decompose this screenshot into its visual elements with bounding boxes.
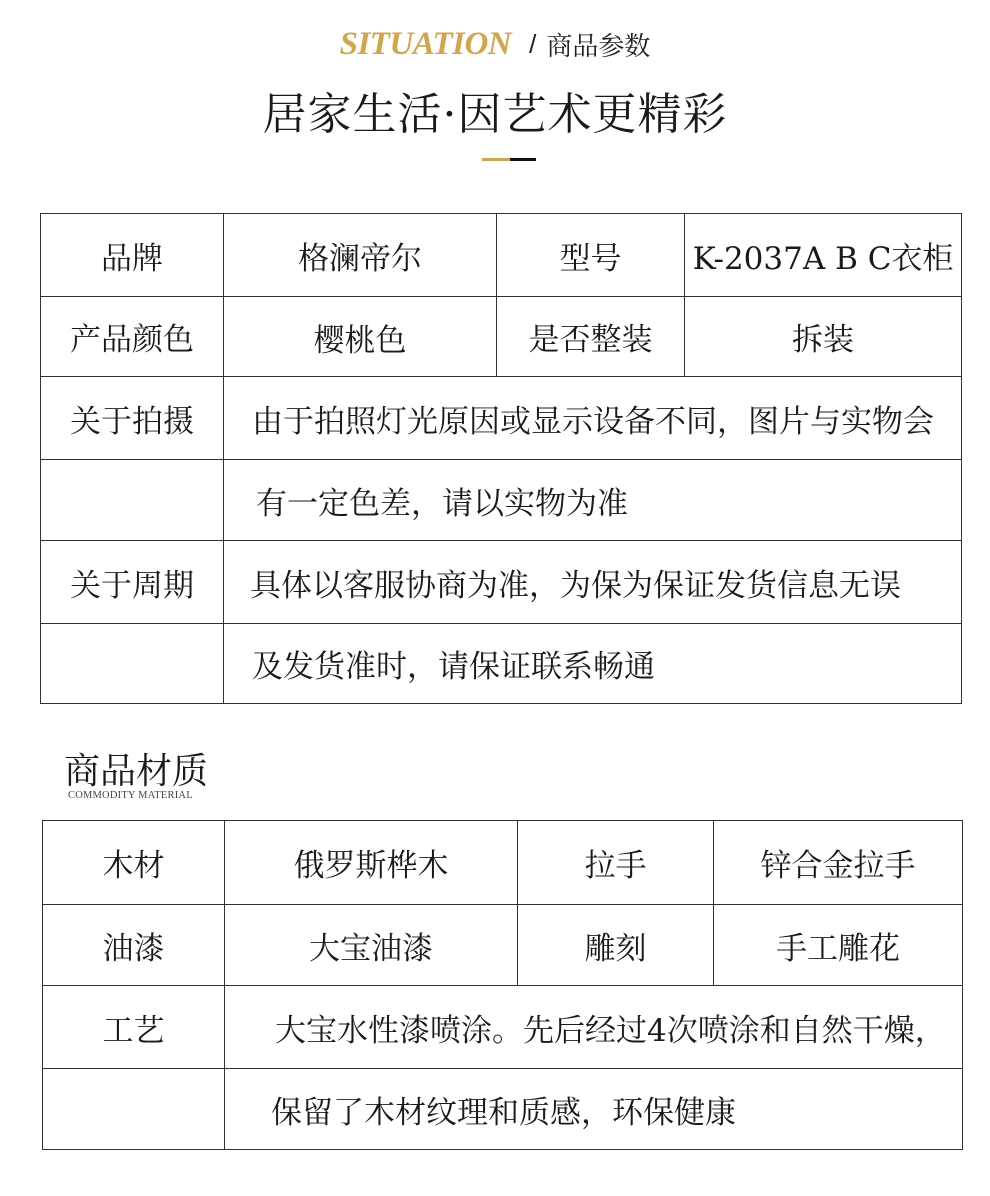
brand-label: 品牌 [41, 214, 224, 297]
material-title-cn: 商品材质 [64, 751, 209, 792]
craft-note-line1: 大宝水性漆喷涂。先后经过4次喷涂和自然干燥， [225, 986, 963, 1069]
handle-value: 锌合金拉手 [714, 821, 963, 905]
photo-label: 关于拍摄 [41, 377, 224, 460]
handle-label: 拉手 [518, 821, 714, 905]
photo-note-line2: 有一定色差，请以实物为准 [224, 460, 962, 541]
material-section-title [64, 750, 208, 801]
craft-label: 工艺 [43, 986, 225, 1069]
material-title-en: COMMODITY MATERIAL [68, 790, 193, 801]
empty-cell [41, 460, 224, 541]
title-underline-decoration [482, 158, 536, 161]
empty-cell [41, 624, 224, 704]
page-title: 居家生活·因艺术更精彩 [262, 89, 728, 140]
header-separator: / [529, 29, 537, 59]
wood-label: 木材 [43, 821, 225, 905]
table-row [41, 214, 962, 297]
table-row [41, 541, 962, 624]
paint-value: 大宝油漆 [225, 905, 518, 986]
carving-label: 雕刻 [518, 905, 714, 986]
cycle-label: 关于周期 [41, 541, 224, 624]
model-label: 型号 [497, 214, 685, 297]
table-row [43, 905, 963, 986]
table-row [41, 460, 962, 541]
product-params-table [40, 213, 962, 704]
table-row [43, 821, 963, 905]
carving-value: 手工雕花 [714, 905, 963, 986]
paint-label: 油漆 [43, 905, 225, 986]
photo-note-line1: 由于拍照灯光原因或显示设备不同，图片与实物会 [224, 377, 962, 460]
cycle-note-line2: 及发货准时，请保证联系畅通 [224, 624, 962, 704]
color-label: 产品颜色 [41, 297, 224, 377]
table-row [41, 624, 962, 704]
wood-value: 俄罗斯桦木 [225, 821, 518, 905]
assembly-value: 拆装 [685, 297, 962, 377]
table-row [41, 377, 962, 460]
table-row [43, 986, 963, 1069]
assembly-label: 是否整装 [497, 297, 685, 377]
header-en-label: SITUATION [339, 26, 512, 62]
table-row [41, 297, 962, 377]
color-value: 樱桃色 [224, 297, 497, 377]
materials-table [42, 820, 963, 1150]
table-row [43, 1069, 963, 1150]
empty-cell [43, 1069, 225, 1150]
underline-gold-segment [482, 158, 510, 161]
cycle-note-line1: 具体以客服协商为准，为保为保证发货信息无误 [224, 541, 962, 624]
underline-black-segment [510, 158, 536, 161]
section-header [0, 26, 990, 63]
craft-note-line2: 保留了木材纹理和质感，环保健康 [225, 1069, 963, 1150]
model-value: K-2037A B C衣柜 [685, 214, 962, 297]
header-cn-label: 商品参数 [546, 32, 651, 62]
brand-value: 格澜帝尔 [224, 214, 497, 297]
